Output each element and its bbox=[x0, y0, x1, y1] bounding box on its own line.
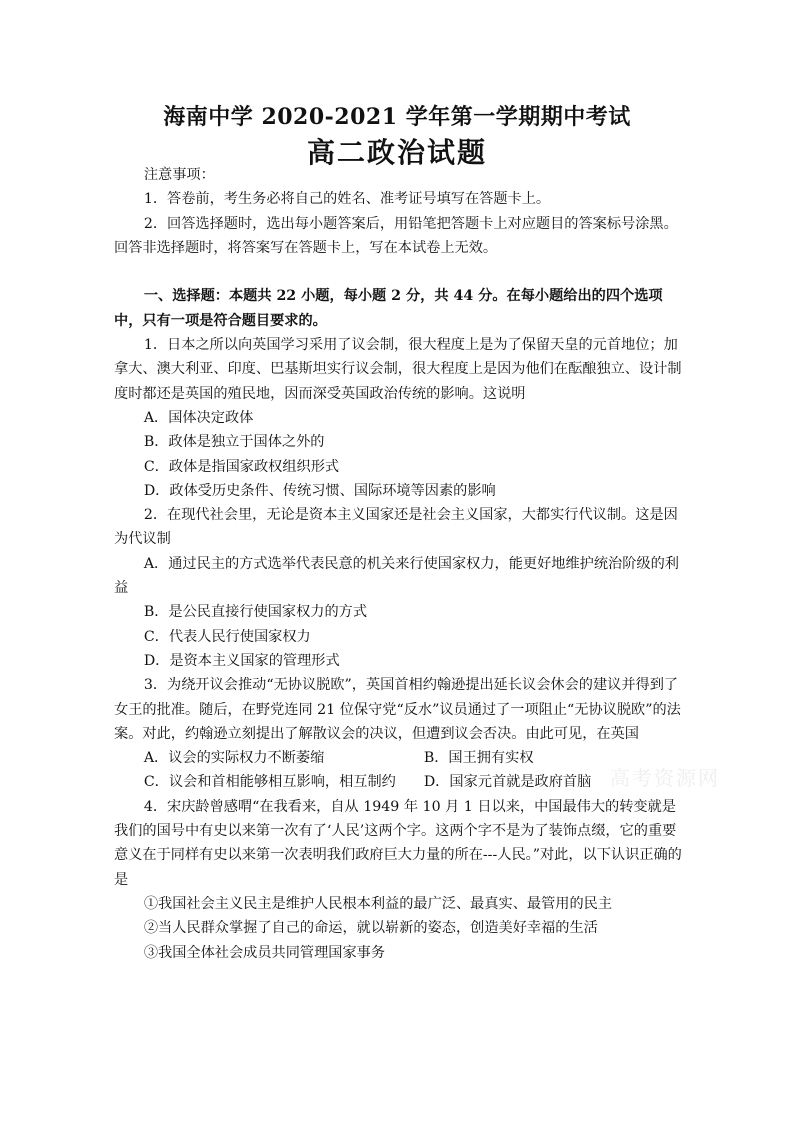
answer-option: D．政体受历史条件、传统习惯、国际环境等因素的影响 bbox=[143, 482, 496, 499]
watermark: 高考资源网 bbox=[610, 766, 720, 790]
spacer bbox=[114, 260, 682, 284]
question-stem: 4．宋庆龄曾感喟“在我看来，自从 1949 年 10 月 1 日以来，中国最伟大的转变就是我们的国号中有史以来第一次有了‘人民’这两个字。这两个字不是为了装饰点缀，它的重要意义在于同样有史以来第一次表明我们政府巨大力量的所在---人民。”对此，以下认识正确的是 bbox=[114, 798, 682, 888]
statement-item: ①我国社会主义民主是维护人民根本利益的最广泛、最真实、最管用的民主 bbox=[143, 895, 613, 912]
statement-item: ②当人民群众掌握了自己的命运，就以崭新的姿态，创造美好幸福的生活 bbox=[143, 920, 598, 937]
answer-option: A．议会的实际权力不断萎缩 bbox=[143, 750, 325, 767]
statement-item: ③我国全体社会成员共同管理国家事务 bbox=[143, 944, 386, 961]
notice-item: 1．答卷前，考生务必将自己的姓名、准考证号填写在答题卡上。 bbox=[143, 191, 551, 208]
question-stem: 2．在现代社会里，无论是资本主义国家还是社会主义国家，大都实行代议制。这是因为代议制 bbox=[114, 507, 678, 548]
answer-option: C．代表人民行使国家权力 bbox=[143, 628, 311, 645]
answer-option: A．国体决定政体 bbox=[143, 409, 254, 426]
question-stem: 3．为绕开议会推动“无协议脱欧”，英国首相约翰逊提出延长议会休会的建议并得到了女王的批准。随后，在野党连同 21 位保守党“反水”议员通过了一项阻止“无协议脱欧”的法案。对此，约翰逊立刻提出了解散议会的决议，但遭到议会否决。由此可见，在英国 bbox=[114, 677, 681, 742]
exam-title: 海南中学 2020-2021 学年第一学期期中考试 bbox=[163, 104, 631, 130]
answer-option: C．议会和首相能够相互影响，相互制约 bbox=[143, 774, 396, 791]
notice-item: 2．回答选择题时，选出每小题答案后，用铅笔把答题卡上对应题目的答案标号涂黑。回答非选择题时，将答案写在答题卡上，写在本试卷上无效。 bbox=[114, 215, 678, 256]
answer-option: A．通过民主的方式选举代表民意的机关来行使国家权力，能更好地维护统治阶级的利益 bbox=[114, 555, 679, 597]
exam-subtitle: 高二政治试题 bbox=[306, 136, 487, 169]
option-row bbox=[114, 746, 682, 770]
answer-option: B．政体是独立于国体之外的 bbox=[143, 434, 325, 451]
question-stem: 1．日本之所以向英国学习采用了议会制，很大程度上是为了保留天皇的元首地位；加拿大、澳大利亚、印度、巴基斯坦实行议会制，很大程度上是因为他们在酝酿独立、设计制度时都还是英国的殖民地，因而深受英国政治传统的影响。这说明 bbox=[114, 337, 682, 402]
option-row bbox=[114, 770, 682, 794]
exam-body bbox=[114, 163, 682, 965]
answer-option: B．国王拥有实权 bbox=[423, 750, 534, 767]
section-heading: 一、选择题：本题共 22 小题，每小题 2 分，共 44 分。在每小题给出的四个选项中，只有一项是符合题目要求的。 bbox=[114, 288, 663, 329]
answer-option: B．是公民直接行使国家权力的方式 bbox=[143, 604, 368, 621]
answer-option: C．政体是指国家政权组织形式 bbox=[143, 458, 340, 475]
notice-heading: 注意事项： bbox=[143, 167, 215, 183]
answer-option: D．国家元首就是政府首脑 bbox=[423, 774, 592, 791]
answer-option: D．是资本主义国家的管理形式 bbox=[143, 652, 340, 669]
